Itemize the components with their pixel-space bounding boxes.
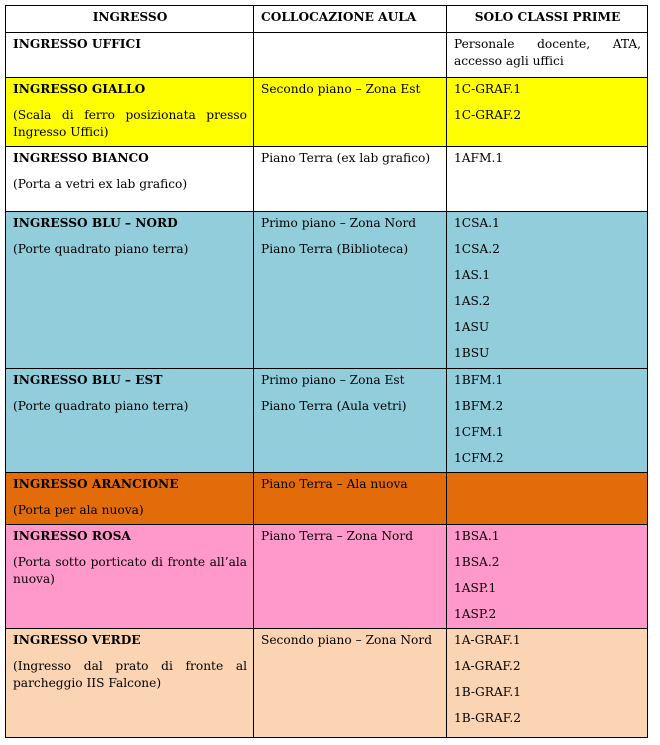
entrances-table [5,5,648,738]
header-ingresso: INGRESSO [6,6,254,33]
class-item: 1AFM.1 [454,151,504,165]
class-item: 1AS.1 [454,268,491,282]
table-row [6,212,648,369]
entrance-name: INGRESSO BLU – NORD [13,216,178,230]
classes-cell [447,473,648,525]
entrance-note: (Scala di ferro posizionata presso Ingresso Uffici) [13,108,247,139]
access-note: Personale docente, ATA, accesso agli uffici [454,37,641,68]
entrance-cell [6,78,254,147]
location-cell [254,369,447,473]
entrance-note: (Porte quadrato piano terra) [13,242,189,256]
location-cell [254,473,447,525]
entrance-cell [6,473,254,525]
class-item: 1BFM.2 [454,399,504,413]
class-item: 1ASU [454,320,490,334]
location-cell [254,629,447,738]
entrance-cell [6,147,254,212]
entrance-name: INGRESSO ARANCIONE [13,477,179,491]
location-item: Secondo piano – Zona Est [261,82,421,96]
table-body [6,33,648,738]
classes-cell [447,629,648,738]
entrance-note: (Ingresso dal prato di fronte al parcheggio IIS Falcone) [13,659,247,690]
table-row [6,629,648,738]
entrance-name: INGRESSO UFFICI [13,37,141,51]
location-cell [254,78,447,147]
class-item: 1CFM.2 [454,451,504,465]
class-item: 1C-GRAF.1 [454,82,522,96]
location-cell [254,212,447,369]
class-item: 1AS.2 [454,294,491,308]
class-item: 1BSA.1 [454,529,500,543]
class-item: 1CSA.1 [454,216,500,230]
entrance-cell [6,369,254,473]
classes-cell [447,369,648,473]
class-item: 1ASP.2 [454,607,497,621]
location-cell [254,147,447,212]
location-cell [254,33,447,78]
class-item: 1BSA.2 [454,555,500,569]
entrance-note: (Porta sotto porticato di fronte all’ala nuova) [13,555,247,586]
location-item: Piano Terra (Aula vetri) [261,399,407,413]
class-item: 1CFM.1 [454,425,504,439]
entrance-note: (Porta per ala nuova) [13,503,144,517]
location-cell [254,525,447,629]
location-item: Primo piano – Zona Est [261,373,405,387]
entrance-note: (Porte quadrato piano terra) [13,399,189,413]
classes-cell [447,147,648,212]
entrance-cell [6,33,254,78]
location-item: Piano Terra – Ala nuova [261,477,408,491]
table-row [6,525,648,629]
location-item: Secondo piano – Zona Nord [261,633,433,647]
entrance-name: INGRESSO VERDE [13,633,141,647]
table-row [6,33,648,78]
classes-cell [447,33,648,78]
table-row [6,147,648,212]
entrance-note: (Porta a vetri ex lab grafico) [13,177,188,191]
class-item: 1B-GRAF.2 [454,711,521,725]
class-item: 1C-GRAF.2 [454,108,522,122]
entrance-cell [6,525,254,629]
class-item: 1B-GRAF.1 [454,685,521,699]
class-item: 1CSA.2 [454,242,500,256]
location-item: Primo piano – Zona Nord [261,216,417,230]
entrance-cell [6,212,254,369]
entrance-name: INGRESSO GIALLO [13,82,146,96]
class-item: 1BFM.1 [454,373,504,387]
entrance-name: INGRESSO ROSA [13,529,131,543]
class-item: 1A-GRAF.2 [454,659,521,673]
class-item: 1ASP.1 [454,581,497,595]
location-item: Piano Terra – Zona Nord [261,529,414,543]
table-row [6,78,648,147]
table-row [6,369,648,473]
entrance-name: INGRESSO BLU – EST [13,373,163,387]
class-item: 1A-GRAF.1 [454,633,521,647]
entrance-cell [6,629,254,738]
location-item: Piano Terra (Biblioteca) [261,242,409,256]
header-solo-classi-prime: SOLO CLASSI PRIME [447,6,648,33]
class-item: 1BSU [454,346,490,360]
header-collocazione-aula: COLLOCAZIONE AULA [254,6,447,33]
table-row [6,473,648,525]
classes-cell [447,78,648,147]
location-item: Piano Terra (ex lab grafico) [261,151,431,165]
entrance-name: INGRESSO BIANCO [13,151,149,165]
header-row [6,6,648,33]
classes-cell [447,525,648,629]
classes-cell [447,212,648,369]
